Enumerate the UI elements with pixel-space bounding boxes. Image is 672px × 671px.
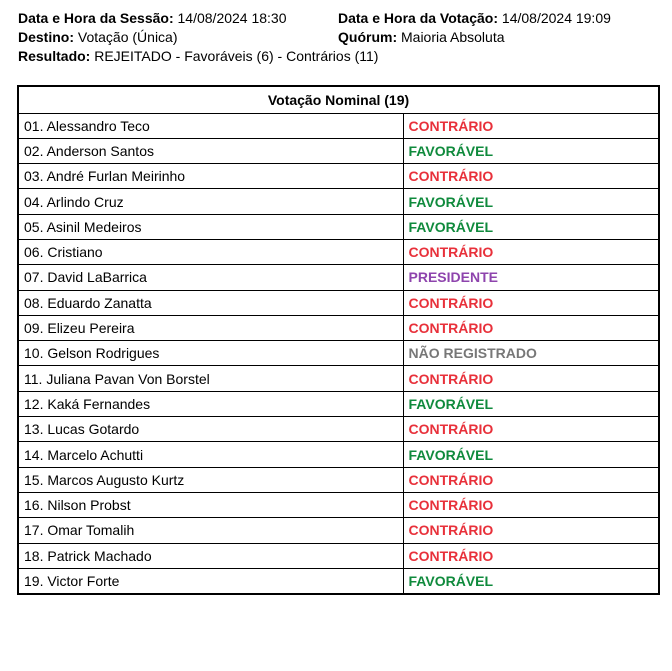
table-row (18, 341, 659, 366)
councilor-name: 16. Nilson Probst (18, 492, 403, 517)
session-datetime-value: 14/08/2024 18:30 (177, 10, 287, 26)
councilor-name: 02. Anderson Santos (18, 138, 403, 163)
header-row-resultado (18, 47, 658, 66)
councilor-name: 04. Arlindo Cruz (18, 189, 403, 214)
councilor-name: 11. Juliana Pavan Von Borstel (18, 366, 403, 391)
councilor-name: 18. Patrick Machado (18, 543, 403, 568)
vote-value: CONTRÁRIO (403, 518, 659, 543)
destino-value: Votação (Única) (77, 29, 178, 45)
vote-value: NÃO REGISTRADO (403, 341, 659, 366)
councilor-name: 06. Cristiano (18, 239, 403, 264)
councilor-name: 19. Victor Forte (18, 568, 403, 593)
vote-value: CONTRÁRIO (403, 239, 659, 264)
vote-value: CONTRÁRIO (403, 290, 659, 315)
quorum-value: Maioria Absoluta (401, 29, 505, 45)
vote-value: FAVORÁVEL (403, 189, 659, 214)
table-header-row (18, 86, 659, 113)
quorum-label: Quórum: (338, 29, 398, 45)
vote-value: CONTRÁRIO (403, 113, 659, 138)
vote-datetime-value: 14/08/2024 19:09 (501, 10, 611, 26)
table-row (18, 290, 659, 315)
session-header (18, 9, 658, 66)
destino-label: Destino: (18, 29, 74, 45)
councilor-name: 12. Kaká Fernandes (18, 391, 403, 416)
vote-value: FAVORÁVEL (403, 138, 659, 163)
table-row (18, 138, 659, 163)
vote-value: FAVORÁVEL (403, 568, 659, 593)
resultado-label: Resultado: (18, 48, 91, 64)
session-datetime (18, 9, 338, 28)
resultado (18, 47, 378, 66)
table-row (18, 265, 659, 290)
table-row (18, 391, 659, 416)
vote-value: CONTRÁRIO (403, 467, 659, 492)
councilor-name: 08. Eduardo Zanatta (18, 290, 403, 315)
table-row (18, 417, 659, 442)
councilor-name: 15. Marcos Augusto Kurtz (18, 467, 403, 492)
table-row (18, 518, 659, 543)
table-row (18, 189, 659, 214)
table-row (18, 366, 659, 391)
councilor-name: 13. Lucas Gotardo (18, 417, 403, 442)
table-row (18, 315, 659, 340)
table-row (18, 214, 659, 239)
table-title: Votação Nominal (19) (18, 86, 659, 113)
councilor-name: 05. Asinil Medeiros (18, 214, 403, 239)
vote-value: CONTRÁRIO (403, 366, 659, 391)
nominal-vote-table (17, 85, 660, 595)
table-row (18, 442, 659, 467)
councilor-name: 01. Alessandro Teco (18, 113, 403, 138)
header-row-destino (18, 28, 658, 47)
table-row (18, 568, 659, 593)
vote-datetime (338, 9, 611, 28)
vote-datetime-label: Data e Hora da Votação: (338, 10, 499, 26)
resultado-value: REJEITADO - Favoráveis (6) - Contrários (11) (94, 48, 379, 64)
table-row (18, 113, 659, 138)
table-row (18, 164, 659, 189)
vote-value: CONTRÁRIO (403, 417, 659, 442)
vote-value: PRESIDENTE (403, 265, 659, 290)
vote-rows (18, 113, 659, 594)
vote-value: CONTRÁRIO (403, 543, 659, 568)
table-row (18, 492, 659, 517)
destino (18, 28, 338, 47)
vote-value: FAVORÁVEL (403, 391, 659, 416)
councilor-name: 07. David LaBarrica (18, 265, 403, 290)
vote-value: CONTRÁRIO (403, 315, 659, 340)
councilor-name: 17. Omar Tomalih (18, 518, 403, 543)
councilor-name: 03. André Furlan Meirinho (18, 164, 403, 189)
councilor-name: 14. Marcelo Achutti (18, 442, 403, 467)
councilor-name: 09. Elizeu Pereira (18, 315, 403, 340)
vote-value: FAVORÁVEL (403, 442, 659, 467)
councilor-name: 10. Gelson Rodrigues (18, 341, 403, 366)
session-datetime-label: Data e Hora da Sessão: (18, 10, 174, 26)
table-row (18, 239, 659, 264)
table-row (18, 467, 659, 492)
vote-value: CONTRÁRIO (403, 164, 659, 189)
quorum (338, 28, 505, 47)
vote-value: CONTRÁRIO (403, 492, 659, 517)
header-row-dates (18, 9, 658, 28)
table-row (18, 543, 659, 568)
vote-value: FAVORÁVEL (403, 214, 659, 239)
